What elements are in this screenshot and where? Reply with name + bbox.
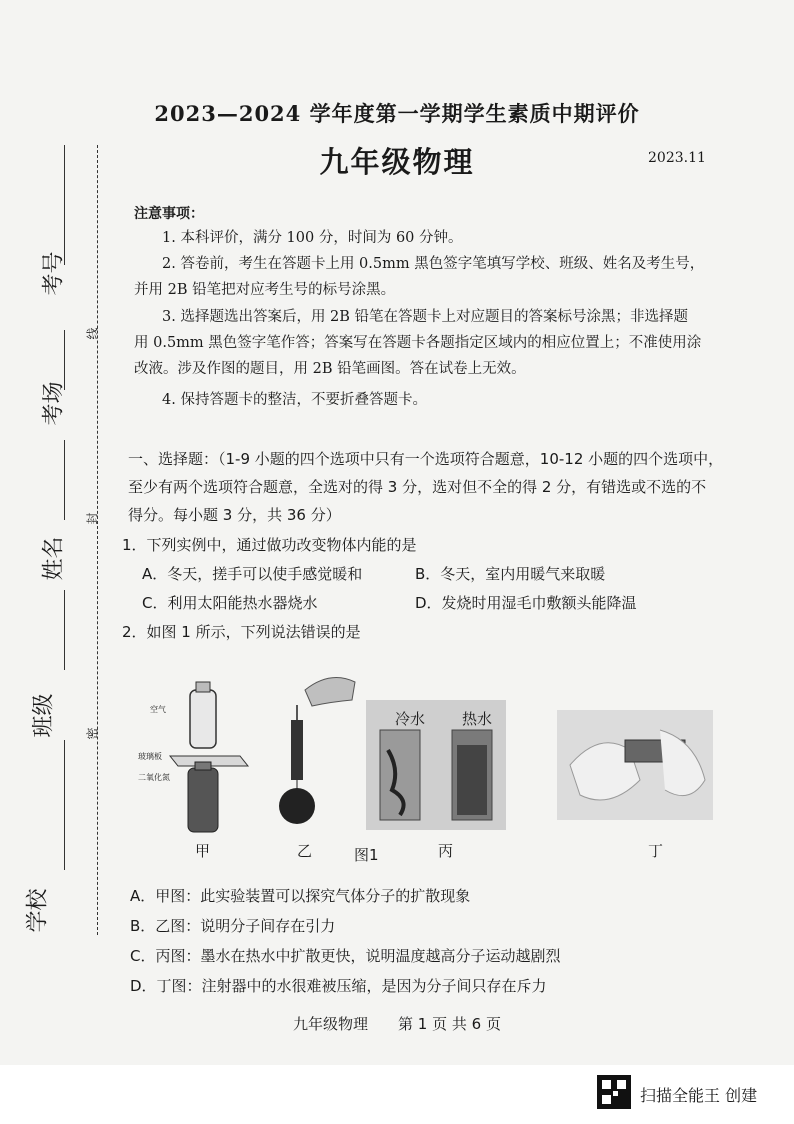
exam-room-label: 考场 — [41, 381, 67, 426]
binding-dashed-line — [97, 145, 98, 935]
q1-option-c: C．利用太阳能热水器烧水 — [142, 594, 318, 612]
label-hot-water: 热水 — [462, 710, 493, 728]
name-label: 姓名 — [41, 536, 67, 581]
label-cold-water: 冷水 — [395, 710, 426, 728]
q2-option-a: A．甲图：此实验装置可以探究气体分子的扩散现象 — [130, 887, 471, 905]
binding-mark-mi: 密 — [85, 727, 100, 740]
section-heading-line: 一、选择题：（1-9 小题的四个选项中只有一个选项符合题意，10-12 小题的四个选项中， — [128, 450, 724, 468]
exam-date: 2023.11 — [648, 150, 706, 166]
notice-item: 1. 本科评价，满分 100 分，时间为 60 分钟。 — [162, 230, 463, 246]
question-1-stem: 1．下列实例中，通过做功改变物体内能的是 — [122, 536, 417, 554]
figure-yi-apparatus — [279, 678, 355, 825]
binding-mark-xian: 线 — [85, 327, 100, 340]
notice-heading: 注意事项： — [134, 206, 204, 222]
q2-option-b: B．乙图：说明分子间存在引力 — [130, 917, 336, 935]
exam-no-label: 考号 — [41, 251, 67, 296]
label-air: 空气 — [150, 705, 166, 714]
binding-mark-feng: 封 — [85, 512, 100, 525]
notice-item: 2. 答卷前，考生在答题卡上用 0.5mm 黑色签字笔填写学校、班级、姓名及考生号， — [162, 256, 705, 272]
notice-item: 4. 保持答题卡的整洁，不要折叠答题卡。 — [162, 392, 427, 408]
page-footer: 九年级物理 第 1 页 共 6 页 — [293, 1015, 501, 1033]
figure-jia-apparatus — [170, 682, 248, 832]
q1-option-a: A．冬天，搓手可以使手感觉暖和 — [142, 565, 363, 583]
figure-1 — [130, 670, 730, 850]
notice-item: 并用 2B 铅笔把对应考生号的标号涂黑。 — [134, 282, 396, 298]
label-glass-plate: 玻璃板 — [138, 752, 162, 761]
label-no2: 二氧化氮 — [138, 773, 170, 782]
school-line — [64, 740, 65, 870]
figure-label-ding: 丁 — [648, 842, 664, 860]
figure-caption: 图1 — [354, 846, 379, 864]
subject-title: 九年级物理 — [319, 145, 475, 179]
class-line — [64, 590, 65, 670]
scanner-watermark-text: 扫描全能王 创建 — [640, 1086, 758, 1105]
school-label: 学校 — [25, 888, 51, 933]
q1-option-b: B．冬天，室内用暖气来取暖 — [415, 565, 606, 583]
qr-code-icon — [597, 1075, 631, 1109]
notice-item: 改液。涉及作图的题目，用 2B 铅笔画图。答在试卷上无效。 — [134, 361, 526, 377]
figure-label-yi: 乙 — [297, 842, 313, 860]
notice-item: 用 0.5mm 黑色签字笔作答；答案写在答题卡各题指定区域内的相应位置上；不准使用涂 — [134, 335, 702, 351]
q1-option-d: D．发烧时用湿毛巾敷额头能降温 — [415, 594, 637, 612]
notice-item: 3. 选择题选出答案后，用 2B 铅笔在答题卡上对应题目的答案标号涂黑；非选择题 — [162, 309, 689, 325]
q2-option-c: C．丙图：墨水在热水中扩散更快，说明温度越高分子运动越剧烈 — [130, 947, 561, 965]
exam-title: 2023—2024 学年度第一学期学生素质中期评价 — [154, 101, 640, 126]
section-heading-line: 得分。每小题 3 分，共 36 分） — [128, 506, 341, 524]
figure-label-bing: 丙 — [438, 842, 454, 860]
question-2-stem: 2．如图 1 所示，下列说法错误的是 — [122, 623, 361, 641]
section-heading-line: 至少有两个选项符合题意，全选对的得 3 分，选对但不全的得 2 分，有错选或不选的不 — [128, 478, 707, 496]
class-label: 班级 — [31, 693, 57, 738]
q2-option-d: D．丁图：注射器中的水很难被压缩，是因为分子间只存在斥力 — [130, 977, 547, 995]
name-line — [64, 440, 65, 520]
figure-label-jia: 甲 — [195, 842, 211, 860]
